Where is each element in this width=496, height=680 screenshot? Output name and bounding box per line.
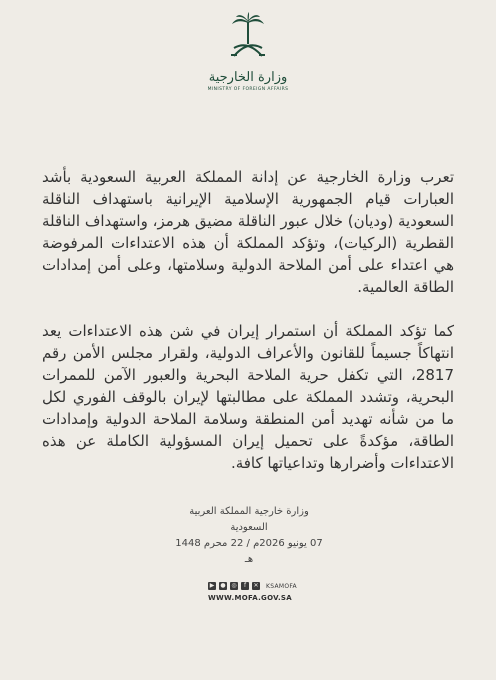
ministry-name-arabic: وزارة الخارجية (208, 70, 288, 85)
signature-block (170, 504, 328, 568)
date-line: 07 يونيو 2026م / 22 محرم 1448 هـ (175, 538, 323, 565)
social-handle: KSAMOFA (266, 582, 297, 590)
statement-paragraph-1: تعرب وزارة الخارجية عن إدانة المملكة العربية السعودية بأشد العبارات قيام الجمهورية الإسلامية الإيرانية باستهداف الناقلة السعودية (وديان) خلال عبور الناقلة مضيق هرمز، واستهداف الناقلة القطرية (الركيات)، وتؤكد المملكة أن هذه الاعتداءات المرفوضة هي اعتداء على أمن الملاحة الدولية وسلامتها، وعلى أمن إمدادات الطاقة العالمية. (42, 168, 454, 296)
statement-body (42, 166, 454, 496)
issuer-line: وزارة خارجية المملكة العربية السعودية (189, 506, 309, 533)
letterhead (0, 12, 496, 92)
footer (208, 582, 298, 602)
statement-paragraph-2: كما تؤكد المملكة أن استمرار إيران في شن هذه الاعتداءات يعد انتهاكاً جسيماً للقانون والأعراف الدولية، ولقرار مجلس الأمن رقم 2817، التي تكفل حرية الملاحة البحرية والعبور الآمن للممرات البحرية، وتشدد المملكة على مطالبتها لإيران بالوقف الفوري لكل ما من شأنه تهديد أمن المنطقة وسلامة الملاحة الدولية وإمدادات الطاقة، مؤكدةً على تحميل إيران المسؤولية الكاملة عن هذه الاعتداءات وأضرارها وتداعياتها كافة. (42, 322, 454, 472)
instagram-icon[interactable]: ◎ (231, 582, 237, 589)
website-link[interactable]: WWW.MOFA.GOV.SA (208, 594, 292, 602)
x-icon[interactable]: ✕ (253, 582, 259, 589)
flickr-icon[interactable]: ● (220, 582, 226, 589)
facebook-icon[interactable]: f (241, 582, 249, 590)
youtube-icon[interactable]: ▶ (209, 582, 215, 589)
ministry-name-english: MINISTRY OF FOREIGN AFFAIRS (207, 87, 289, 92)
social-links (208, 582, 297, 590)
saudi-emblem-icon (228, 12, 268, 62)
